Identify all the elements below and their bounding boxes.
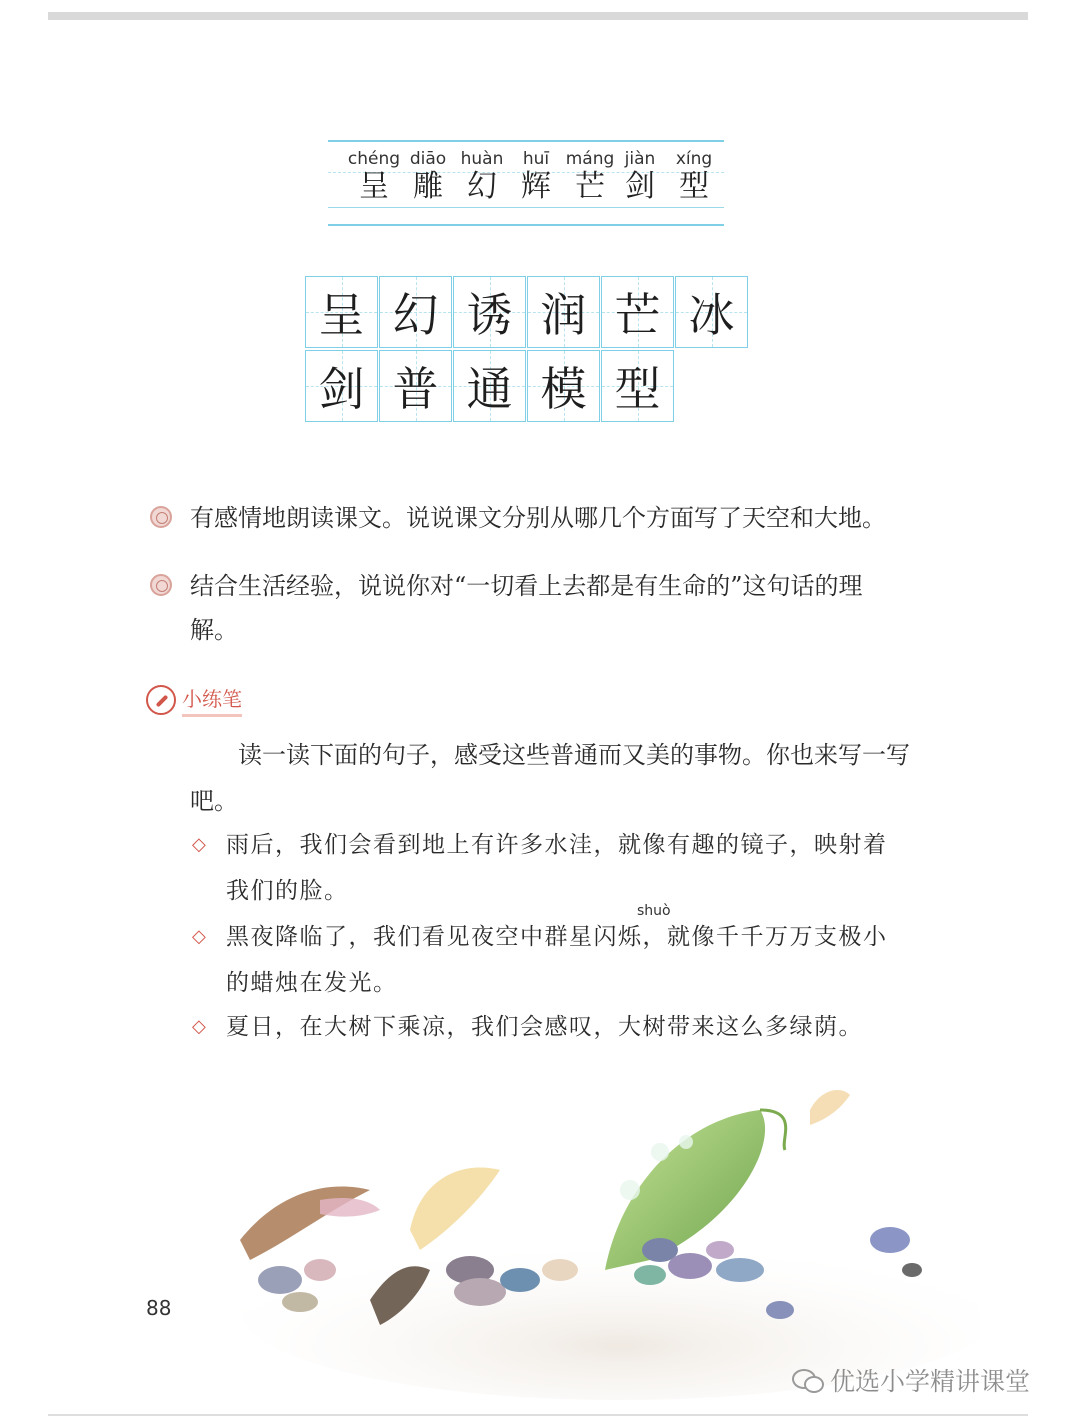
diamond-bullet-icon: ◇	[192, 834, 206, 855]
grid-cell: 通	[453, 350, 526, 422]
practice-item-1: 雨后，我们会看到地上有许多水洼，就像有趣的镜子，映射着我们的脸。	[226, 832, 888, 904]
practice-heading	[146, 684, 242, 716]
char-cell: diāo 雕	[409, 149, 447, 204]
grid-cell: 润	[527, 276, 600, 348]
page-number: 88	[146, 1296, 172, 1320]
practice-intro: 读一读下面的句子，感受这些普通而又美的事物。你也来写一写吧。	[190, 741, 910, 815]
practice-item-2: 黑夜降临了，我们看见夜空中群星闪烁，就像千千万万支极小的蜡烛在发光。	[226, 924, 888, 996]
watermark-text: 优选小学精讲课堂	[830, 1367, 1031, 1396]
pen-icon	[146, 685, 176, 715]
grid-cell: 模	[527, 350, 600, 422]
char-cell: huī 辉	[521, 149, 551, 204]
diamond-bullet-icon: ◇	[192, 926, 206, 947]
grid-cell: 芒	[601, 276, 674, 348]
char-cell: chéng 呈	[347, 149, 401, 204]
wechat-icon	[792, 1367, 824, 1393]
grid-cell: 普	[379, 350, 452, 422]
practice-item-3: 夏日，在大树下乘凉，我们会感叹，大树带来这么多绿荫。	[226, 1014, 863, 1040]
pebbles-feathers-illustration	[220, 1080, 980, 1400]
grid-cell: 型	[601, 350, 674, 422]
bottom-line	[48, 1414, 1028, 1416]
grid-cell: 冰	[675, 276, 748, 348]
question-1: 有感情地朗读课文。说说课文分别从哪几个方面写了天空和大地。	[190, 504, 886, 532]
diamond-bullet-icon: ◇	[192, 1016, 206, 1037]
char-cell: máng 芒	[565, 149, 615, 204]
grid-cell: 剑	[305, 350, 378, 422]
pinyin-title-box	[328, 140, 724, 226]
grid-cell: 诱	[453, 276, 526, 348]
grid-cell: 幻	[379, 276, 452, 348]
top-bar	[48, 12, 1028, 20]
char-cell: huàn 幻	[460, 149, 504, 204]
watermark	[792, 1362, 1030, 1398]
pinyin-annotation: shuò	[637, 903, 671, 919]
question-badge-icon	[150, 574, 172, 596]
grid-cell: 呈	[305, 276, 378, 348]
char-cell: xíng 型	[675, 149, 713, 204]
practice-label: 小练笔	[182, 683, 242, 717]
question-badge-icon	[150, 506, 172, 528]
question-2: 结合生活经验，说说你对“一切看上去都是有生命的”这句话的理解。	[190, 572, 863, 644]
char-cell: jiàn 剑	[624, 149, 656, 204]
writing-grid	[305, 276, 749, 424]
